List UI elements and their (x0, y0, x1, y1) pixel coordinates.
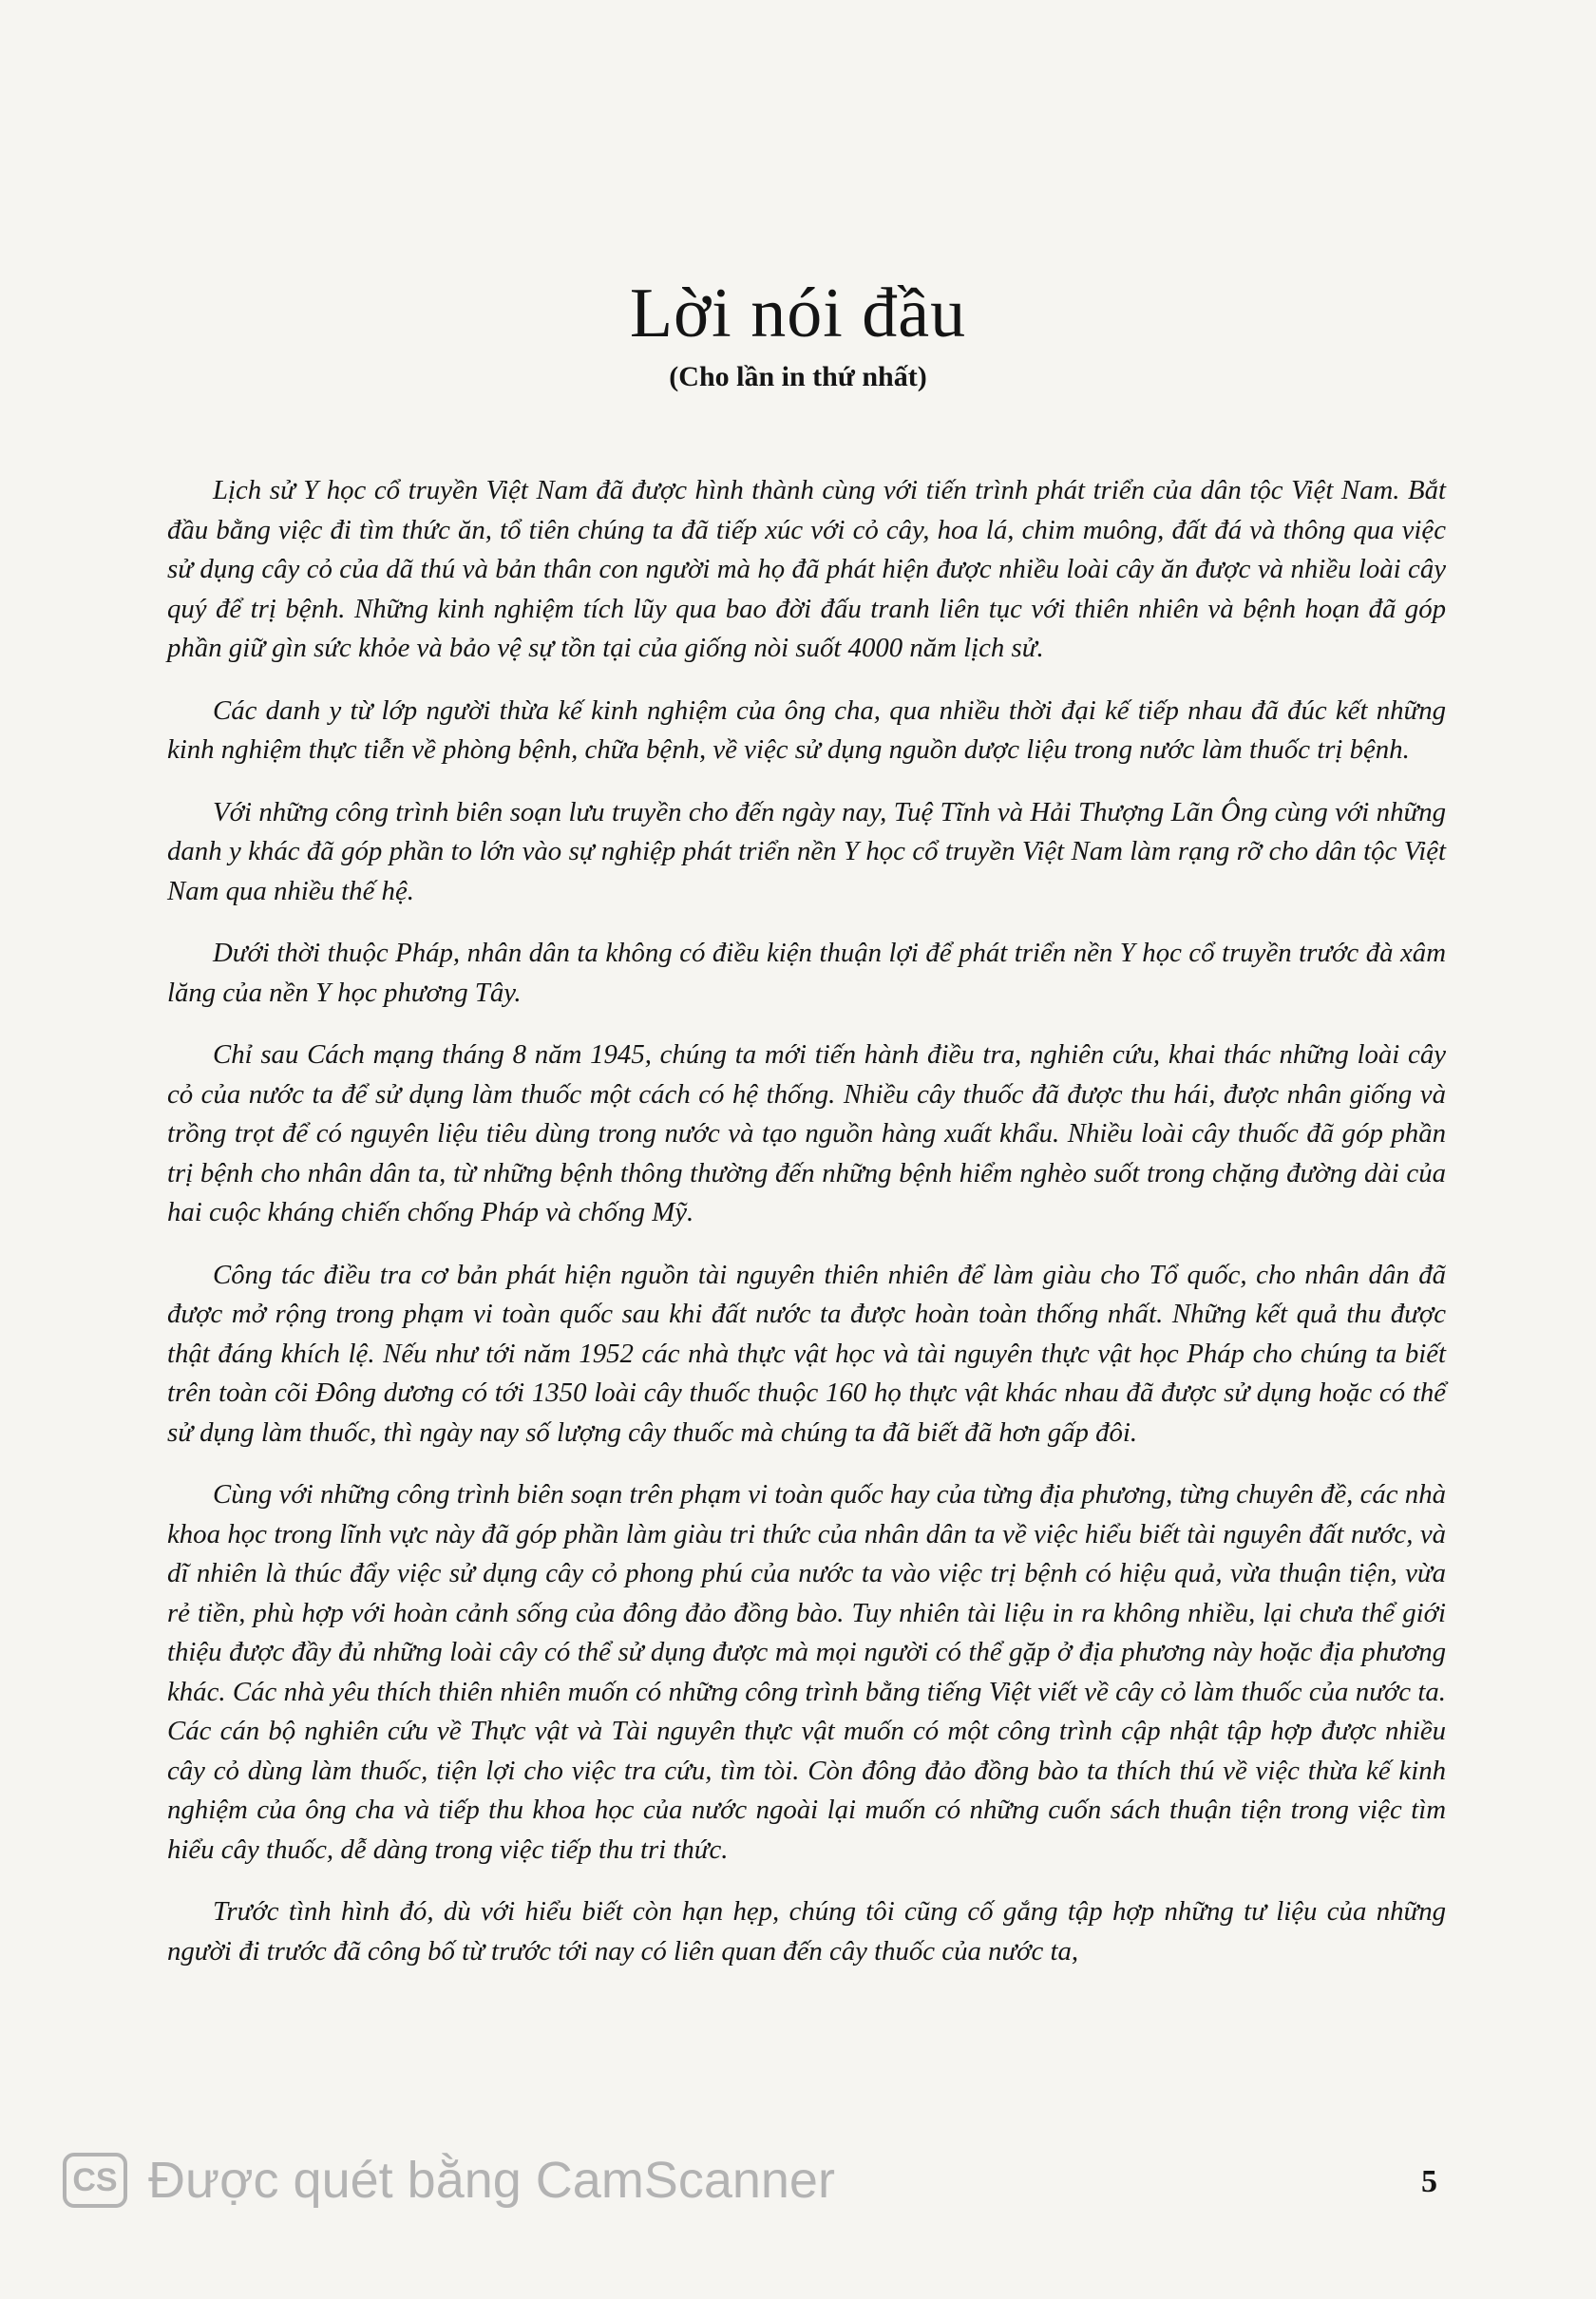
paragraph: Lịch sử Y học cổ truyền Việt Nam đã được hình thành cùng với tiến trình phát triển của dân tộc Việt Nam. Bắt đầu bằng việc đi tìm thức ăn, tổ tiên chúng ta đã tiếp xúc với cỏ cây, hoa lá, chim muông, đất đá và thông qua việc sử dụng cây cỏ của dã thú và bản thân con người mà họ đã phát hiện được nhiều loài cây ăn được và nhiều loài cây quý để trị bệnh. Những kinh nghiệm tích lũy qua bao đời đấu tranh liên tục với thiên nhiên và bệnh hoạn đã góp phần giữ gìn sức khỏe và bảo vệ sự tồn tại của giống nòi suốt 4000 năm lịch sử. (167, 475, 1446, 663)
camscanner-logo-icon: CS (63, 2153, 127, 2208)
paragraph: Trước tình hình đó, dù với hiểu biết còn hạn hẹp, chúng tôi cũng cố gắng tập hợp những tư liệu của những người đi trước đã công bố từ trước tới nay có liên quan đến cây thuốc của nước ta, (167, 1896, 1446, 1966)
page-subtitle: (Cho lần in thứ nhất) (669, 361, 927, 392)
watermark-text: Được quét bằng CamScanner (148, 2152, 835, 2209)
paragraph: Với những công trình biên soạn lưu truyền cho đến ngày nay, Tuệ Tĩnh và Hải Thượng Lãn Ông cùng với những danh y khác đã góp phần to lớn vào sự nghiệp phát triển nền Y học cổ truyền Việt Nam làm rạng rỡ cho dân tộc Việt Nam qua nhiều thế hệ. (167, 796, 1446, 906)
paragraph: Chỉ sau Cách mạng tháng 8 năm 1945, chúng ta mới tiến hành điều tra, nghiên cứu, khai thác những loài cây cỏ của nước ta để sử dụng làm thuốc một cách có hệ thống. Nhiều cây thuốc đã được thu hái, được nhân giống và trồng trọt để có nguyên liệu tiêu dùng trong nước và tạo nguồn hàng xuất khẩu. Nhiều loài cây thuốc đã góp phần trị bệnh cho nhân dân ta, từ những bệnh thông thường đến những bệnh hiểm nghèo suốt trong chặng đường dài của hai cuộc kháng chiến chống Pháp và chống Mỹ. (167, 1039, 1446, 1227)
paragraph: Các danh y từ lớp người thừa kế kinh nghiệm của ông cha, qua nhiều thời đại kế tiếp nhau đã đúc kết những kinh nghiệm thực tiễn về phòng bệnh, chữa bệnh, về việc sử dụng nguồn dược liệu trong nước làm thuốc trị bệnh. (167, 694, 1446, 765)
paragraph: Cùng với những công trình biên soạn trên phạm vi toàn quốc hay của từng địa phương, từng chuyên đề, các nhà khoa học trong lĩnh vực này đã góp phần làm giàu tri thức của nhân dân ta về việc hiểu biết tài nguyên đất nước, và dĩ nhiên là thúc đẩy việc sử dụng cây cỏ phong phú của nước ta vào việc trị bệnh có hiệu quả, vừa thuận tiện, vừa rẻ tiền, phù hợp với hoàn cảnh sống của đông đảo đồng bào. Tuy nhiên tài liệu in ra không nhiều, lại chưa thể giới thiệu được đầy đủ những loài cây có thể sử dụng được mà mọi người có thể gặp ở địa phương này hoặc địa phương khác. Các nhà yêu thích thiên nhiên muốn có những công trình bằng tiếng Việt viết về cây cỏ làm thuốc của nước ta. Các cán bộ nghiên cứu về Thực vật và Tài nguyên thực vật muốn có một công trình cập nhật tập hợp được nhiều cây cỏ dùng làm thuốc, tiện lợi cho việc tra cứu, tìm tòi. Còn đông đảo đồng bào ta thích thú về việc thừa kế kinh nghiệm của ông cha và tiếp thu khoa học của nước ngoài lại muốn có những cuốn sách thuận tiện trong việc tìm hiểu cây thuốc, dễ dàng trong việc tiếp thu tri thức. (167, 1479, 1446, 1865)
paragraph: Công tác điều tra cơ bản phát hiện nguồn tài nguyên thiên nhiên để làm giàu cho Tổ quốc, cho nhân dân đã được mở rộng trong phạm vi toàn quốc sau khi đất nước ta được hoàn toàn thống nhất. Những kết quả thu được thật đáng khích lệ. Nếu như tới năm 1952 các nhà thực vật học và tài nguyên thực vật học Pháp cho chúng ta biết trên toàn cõi Đông dương có tới 1350 loài cây thuốc thuộc 160 họ thực vật khác nhau đã được sử dụng hoặc có thể sử dụng làm thuốc, thì ngày nay số lượng cây thuốc mà chúng ta đã biết đã hơn gấp đôi. (167, 1259, 1446, 1448)
page-title: Lời nói đầu (629, 275, 967, 352)
paragraph: Dưới thời thuộc Pháp, nhân dân ta không có điều kiện thuận lợi để phát triển nền Y học cổ truyền trước đà xâm lăng của nền Y học phương Tây. (167, 938, 1446, 1008)
page-number: 5 (1421, 2164, 1437, 2199)
camscanner-watermark (63, 2151, 835, 2210)
body-text (167, 471, 1446, 1994)
